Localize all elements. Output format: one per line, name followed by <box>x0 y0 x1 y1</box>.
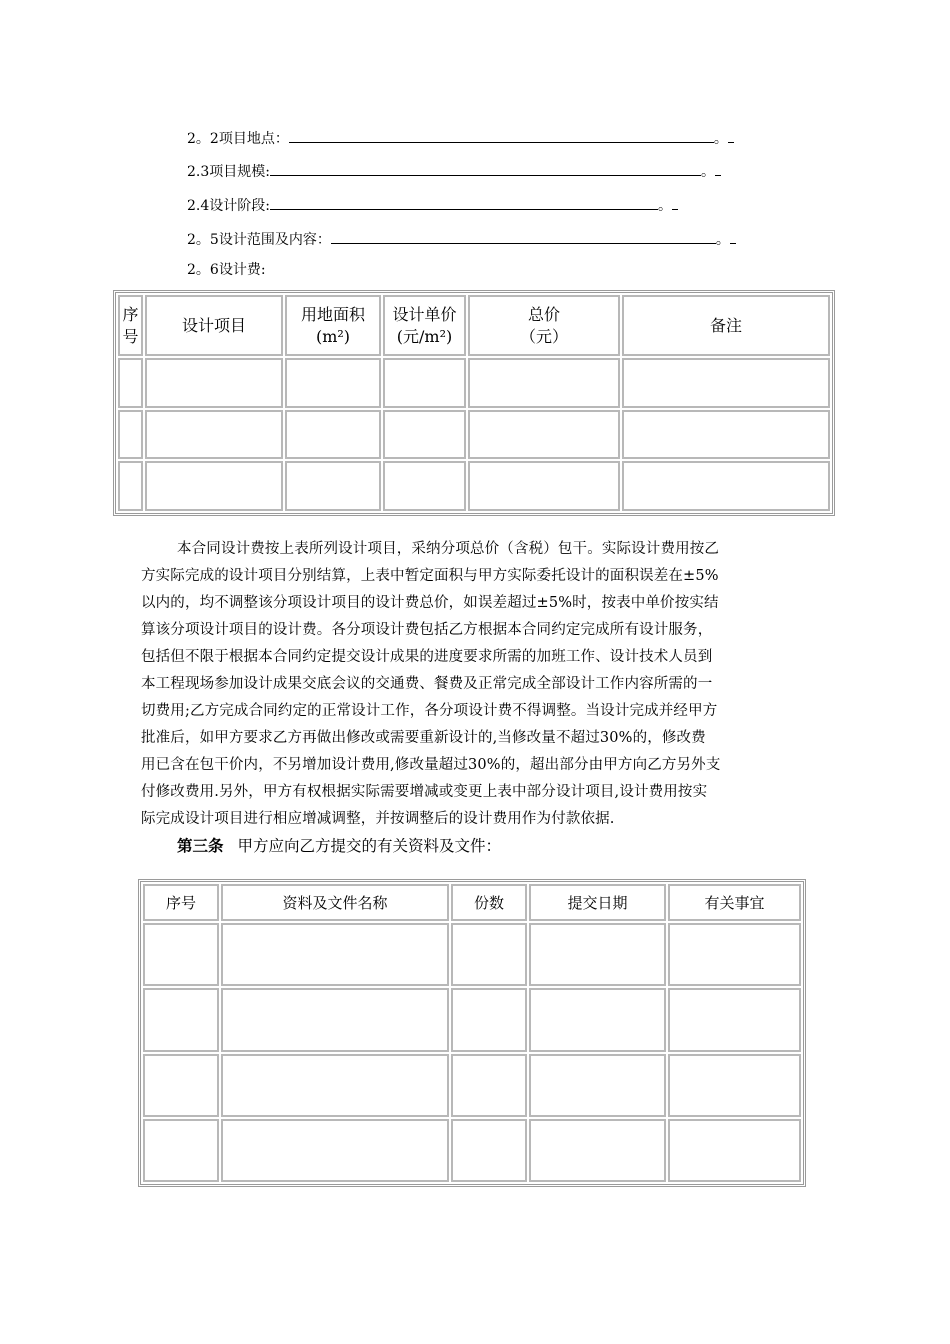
table-cell[interactable] <box>118 461 143 511</box>
table-cell[interactable] <box>529 988 666 1051</box>
header-seq: 序 号 <box>118 295 143 356</box>
header-seq: 序号 <box>143 884 219 921</box>
table-cell[interactable] <box>668 1054 801 1117</box>
paragraph-line: 以内的，均不调整该分项设计项目的设计费总价，如误差超过±5%时，按表中单价按实结 <box>141 595 719 611</box>
table-cell[interactable] <box>221 1054 449 1117</box>
paragraph-line: 用已含在包干价内，不另增加设计费用,修改量超过30%的，超出部分由甲方向乙方另外支 <box>141 757 721 773</box>
paragraph-line: 本合同设计费按上表所列设计项目，采纳分项总价（含税）包干。实际设计费用按乙 <box>177 541 720 557</box>
table-row <box>118 461 830 511</box>
table-cell[interactable] <box>221 1119 449 1182</box>
field-label: 2。2项目地点： <box>187 131 289 147</box>
table-cell[interactable] <box>529 1119 666 1182</box>
field-design-scope <box>187 228 736 250</box>
header-related-matters: 有关事宜 <box>668 884 801 921</box>
blank-line-tail <box>672 194 678 210</box>
table-cell[interactable] <box>529 923 666 986</box>
blank-line-tail <box>728 127 734 143</box>
paragraph-line: 算该分项设计项目的设计费。各分项设计费包括乙方根据本合同约定完成所有设计服务， <box>141 622 713 638</box>
table-cell[interactable] <box>145 358 283 408</box>
table-cell[interactable] <box>451 988 527 1051</box>
paragraph-line: 批准后，如甲方要求乙方再做出修改或需要重新设计的,当修改量不超过30%的，修改费 <box>141 730 706 746</box>
paragraph-line: 付修改费用.另外，甲方有权根据实际需要增减或变更上表中部分设计项目,设计费用按实 <box>141 784 708 800</box>
table-cell[interactable] <box>668 1119 801 1182</box>
paragraph-line: 包括但不限于根据本合同约定提交设计成果的进度要求所需的加班工作、设计技术人员到 <box>141 649 713 665</box>
blank-line[interactable] <box>331 228 716 244</box>
table-row <box>118 358 830 408</box>
table-cell[interactable] <box>468 410 620 460</box>
table-cell[interactable] <box>145 461 283 511</box>
header-unit-price: 设计单价 (元/m²) <box>383 295 466 356</box>
blank-line[interactable] <box>270 194 658 210</box>
table-cell[interactable] <box>668 988 801 1051</box>
table-cell[interactable] <box>143 988 219 1051</box>
table-cell[interactable] <box>285 410 381 460</box>
table-cell[interactable] <box>118 358 143 408</box>
table-cell[interactable] <box>451 923 527 986</box>
table-cell[interactable] <box>383 410 466 460</box>
table-cell[interactable] <box>143 1119 219 1182</box>
paragraph-line: 方实际完成的设计项目分别结算，上表中暂定面积与甲方实际委托设计的面积误差在±5% <box>141 568 719 584</box>
field-end: 。 <box>715 232 730 248</box>
paragraph-line: 际完成设计项目进行相应增减调整，并按调整后的设计费用作为付款依据. <box>141 811 615 827</box>
section-number: 第三条 <box>177 836 224 855</box>
table-cell[interactable] <box>221 988 449 1051</box>
field-project-scale <box>187 160 721 182</box>
header-copies: 份数 <box>451 884 527 921</box>
header-document-name: 资料及文件名称 <box>221 884 449 921</box>
field-end: 。 <box>700 164 715 180</box>
table-row <box>143 923 801 986</box>
fee-terms-paragraph <box>141 536 806 833</box>
field-label: 2。6设计费: <box>187 262 266 278</box>
design-fee-table <box>113 290 835 516</box>
table-row <box>143 988 801 1051</box>
table-cell[interactable] <box>451 1054 527 1117</box>
blank-line-tail <box>715 160 721 176</box>
table-cell[interactable] <box>622 461 830 511</box>
table-cell[interactable] <box>383 358 466 408</box>
table-cell[interactable] <box>221 923 449 986</box>
paragraph-line: 切费用;乙方完成合同约定的正常设计工作，各分项设计费不得调整。当设计完成并经甲方 <box>141 703 718 719</box>
table-header-row <box>143 884 801 921</box>
table-cell[interactable] <box>468 358 620 408</box>
table-row <box>143 1054 801 1117</box>
table-cell[interactable] <box>285 461 381 511</box>
field-project-location <box>187 127 734 149</box>
table-cell[interactable] <box>145 410 283 460</box>
field-design-stage <box>187 194 678 216</box>
header-total-price: 总价 （元） <box>468 295 620 356</box>
documents-table <box>138 879 806 1187</box>
header-design-item: 设计项目 <box>145 295 283 356</box>
table-cell[interactable] <box>529 1054 666 1117</box>
header-remark: 备注 <box>622 295 830 356</box>
field-design-fee <box>187 260 266 280</box>
blank-line-tail <box>730 228 736 244</box>
section-3-heading <box>177 833 501 859</box>
field-label: 2。5设计范围及内容： <box>187 232 331 248</box>
table-row <box>143 1119 801 1182</box>
field-end: 。 <box>713 131 728 147</box>
table-header-row <box>118 295 830 356</box>
table-cell[interactable] <box>622 358 830 408</box>
table-cell[interactable] <box>383 461 466 511</box>
field-label: 2.4设计阶段: <box>187 198 270 214</box>
field-label: 2.3项目规模: <box>187 164 270 180</box>
section-title: 甲方应向乙方提交的有关资料及文件： <box>237 837 502 855</box>
header-land-area: 用地面积 (m²) <box>285 295 381 356</box>
table-cell[interactable] <box>468 461 620 511</box>
table-cell[interactable] <box>118 410 143 460</box>
blank-line[interactable] <box>289 127 714 143</box>
header-submit-date: 提交日期 <box>529 884 666 921</box>
table-row <box>118 410 830 460</box>
table-cell[interactable] <box>143 923 219 986</box>
table-cell[interactable] <box>668 923 801 986</box>
paragraph-line: 本工程现场参加设计成果交底会议的交通费、餐费及正常完成全部设计工作内容所需的一 <box>141 676 713 692</box>
blank-line[interactable] <box>270 160 701 176</box>
table-cell[interactable] <box>143 1054 219 1117</box>
table-cell[interactable] <box>622 410 830 460</box>
table-cell[interactable] <box>451 1119 527 1182</box>
table-cell[interactable] <box>285 358 381 408</box>
field-end: 。 <box>657 198 672 214</box>
